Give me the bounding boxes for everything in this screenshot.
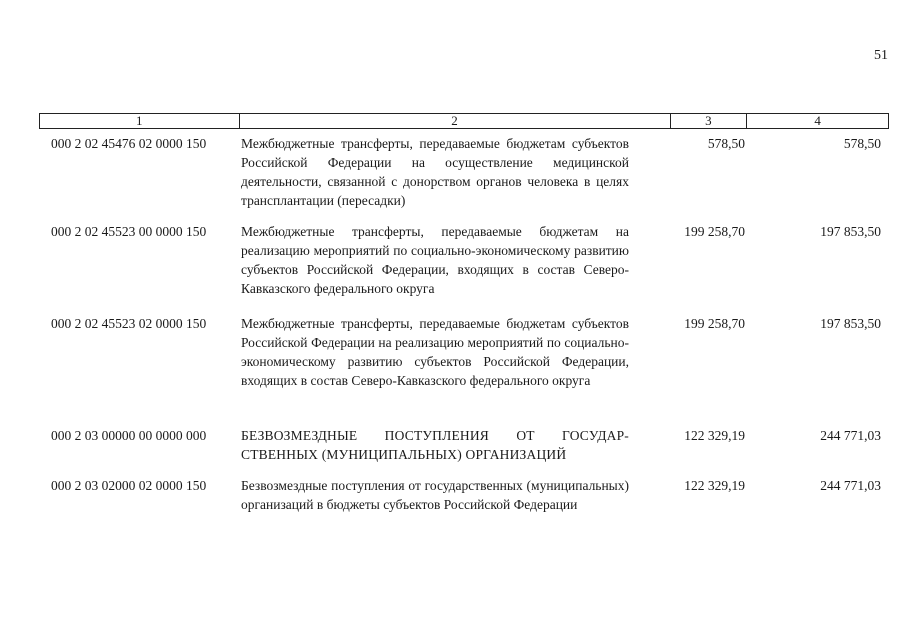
- row-code: 000 2 03 00000 00 0000 000: [51, 428, 207, 443]
- row-value-col3: 578,50: [707, 136, 745, 151]
- page-number: 51: [874, 48, 888, 63]
- row-value-col3: 122 329,19: [684, 428, 745, 443]
- row-value-col3: 199 258,70: [684, 224, 745, 239]
- row-code: 000 2 03 02000 02 0000 150: [51, 478, 207, 493]
- row-value-col4: 197 853,50: [820, 224, 881, 239]
- row-value-col4: 197 853,50: [820, 316, 881, 331]
- header-cell-3: 3: [671, 114, 748, 128]
- row-value-col3: 199 258,70: [684, 316, 745, 331]
- row-value-col4: 244 771,03: [820, 478, 881, 493]
- row-description: БЕЗВОЗМЕЗДНЫЕ ПОСТУПЛЕНИЯ ОТ ГОСУДАР-СТВЕННЫХ (МУНИЦИПАЛЬНЫХ) ОРГАНИЗАЦИЙ: [241, 428, 629, 462]
- row-value-col4: 244 771,03: [820, 428, 881, 443]
- row-description: Межбюджетные трансферты, передаваемые бюджетам субъектов Российской Федерации на осуществление медицинской деятельности, связанной с донорством органов человека в целях трансплантации (пересадки): [241, 136, 629, 208]
- row-description: Межбюджетные трансферты, передаваемые бюджетам субъектов Российской Федерации на реализацию мероприятий по социально-экономическому развитию субъектов Российской Федерации, входящих в состав Северо-Кавказского федерального округа: [241, 316, 629, 388]
- row-description: Безвозмездные поступления от государственных (муниципальных) организаций в бюджеты субъектов Российской Федерации: [241, 478, 629, 512]
- header-cell-1: 1: [40, 114, 240, 128]
- table-header-row: [39, 113, 889, 129]
- row-value-col3: 122 329,19: [684, 478, 745, 493]
- row-value-col4: 578,50: [843, 136, 881, 151]
- header-cell-4: 4: [814, 113, 821, 128]
- row-code: 000 2 02 45523 02 0000 150: [51, 316, 207, 331]
- row-code: 000 2 02 45476 02 0000 150: [51, 136, 207, 151]
- row-code: 000 2 02 45523 00 0000 150: [51, 224, 207, 239]
- header-cell-2: 2: [240, 114, 671, 128]
- row-description: Межбюджетные трансферты, передаваемые бюджетам на реализацию мероприятий по социально-экономическому развитию субъектов Российской Федерации, входящих в состав Северо-Кавказского федерального округа: [241, 224, 629, 296]
